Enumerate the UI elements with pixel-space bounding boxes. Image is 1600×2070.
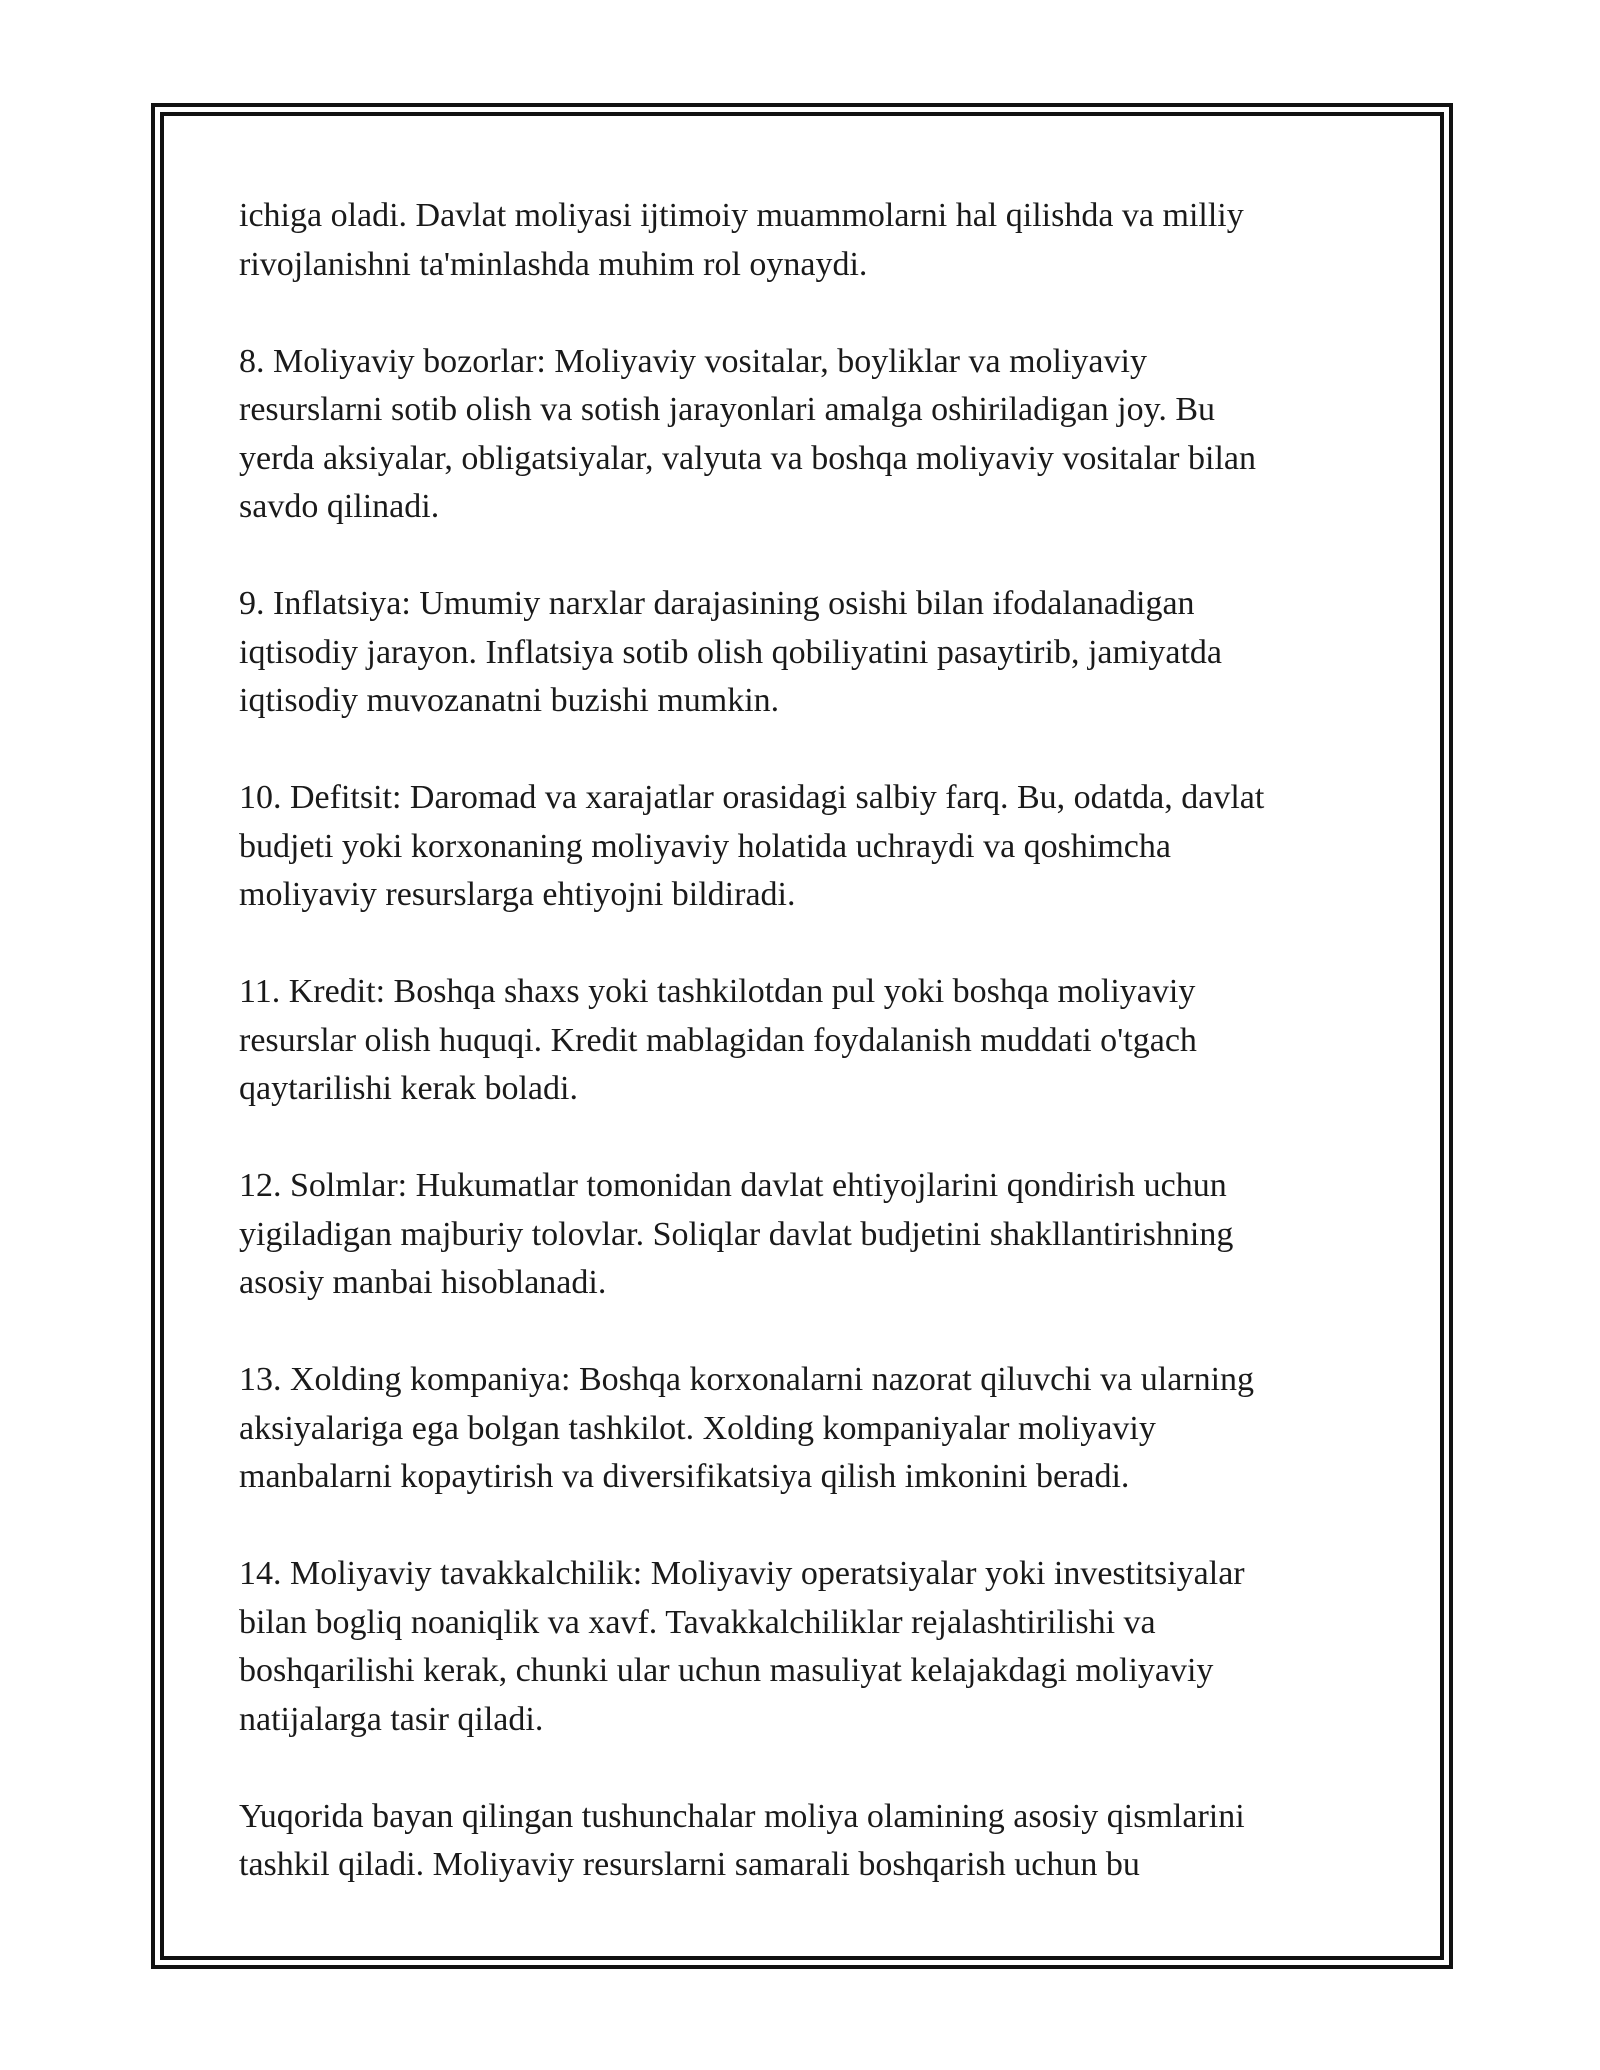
paragraph-moliyaviy-tavakkalchilik: 14. Moliyaviy tavakkalchilik: Moliyaviy operatsiyalar yoki investitsiyalar bilan bogliq noaniqlik va xavf. Tavakkalchiliklar rejalashtirilishi va boshqarilishi kerak, chunki ular uchun masuliyat kelajakdagi moliyaviy natijalarga tasir qiladi. (239, 1555, 1245, 1738)
paragraph-conclusion: Yuqorida bayan qilingan tushunchalar moliya olamining asosiy qismlarini tashkil qiladi. Moliyaviy resurslarni samarali boshqarish uchun bu (239, 1797, 1245, 1883)
paragraph-defitsit: 10. Defitsit: Daromad va xarajatlar orasidagi salbiy farq. Bu, odatda, davlat budjeti yoki korxonaning moliyaviy holatida uchraydi va qoshimcha moliyaviy resurslarga ehtiyojni bildiradi. (239, 779, 1265, 913)
paragraph-intro-continuation: ichiga oladi. Davlat moliyasi ijtimoiy muammolarni hal qilishda va milliy rivojlanishni ta'minlashda muhim rol oynaydi. (239, 197, 1244, 283)
paragraph-solmlar: 12. Solmlar: Hukumatlar tomonidan davlat ehtiyojlarini qondirish uchun yigiladigan majburiy tolovlar. Soliqlar davlat budjetini shakllantirishning asosiy manbai hisoblanadi. (239, 1167, 1234, 1301)
paragraph-inflatsiya: 9. Inflatsiya: Umumiy narxlar darajasining osishi bilan ifodalanadigan iqtisodiy jarayon. Inflatsiya sotib olish qobiliyatini pasaytirib, jamiyatda iqtisodiy muvozanatni buzishi mumkin. (239, 585, 1223, 719)
page-border-inner (160, 112, 1444, 1960)
paragraph-moliyaviy-bozorlar: 8. Moliyaviy bozorlar: Moliyaviy vositalar, boyliklar va moliyaviy resurslarni sotib olish va sotish jarayonlari amalga oshiriladigan joy. Bu yerda aksiyalar, obligatsiyalar, valyuta va boshqa moliyaviy vositalar bilan savdo qilinadi. (239, 342, 1256, 525)
document-body (239, 192, 1379, 1890)
page-border-outer (151, 103, 1453, 1969)
paragraph-xolding-kompaniya: 13. Xolding kompaniya: Boshqa korxonalarni nazorat qiluvchi va ularning aksiyalariga ega bolgan tashkilot. Xolding kompaniyalar moliyaviy manbalarni kopaytirish va diversifikatsiya qilish imkonini beradi. (239, 1361, 1255, 1495)
paragraph-kredit: 11. Kredit: Boshqa shaxs yoki tashkilotdan pul yoki boshqa moliyaviy resurslar olish huquqi. Kredit mablagidan foydalanish muddati o'tgach qaytarilishi kerak boladi. (239, 973, 1197, 1107)
